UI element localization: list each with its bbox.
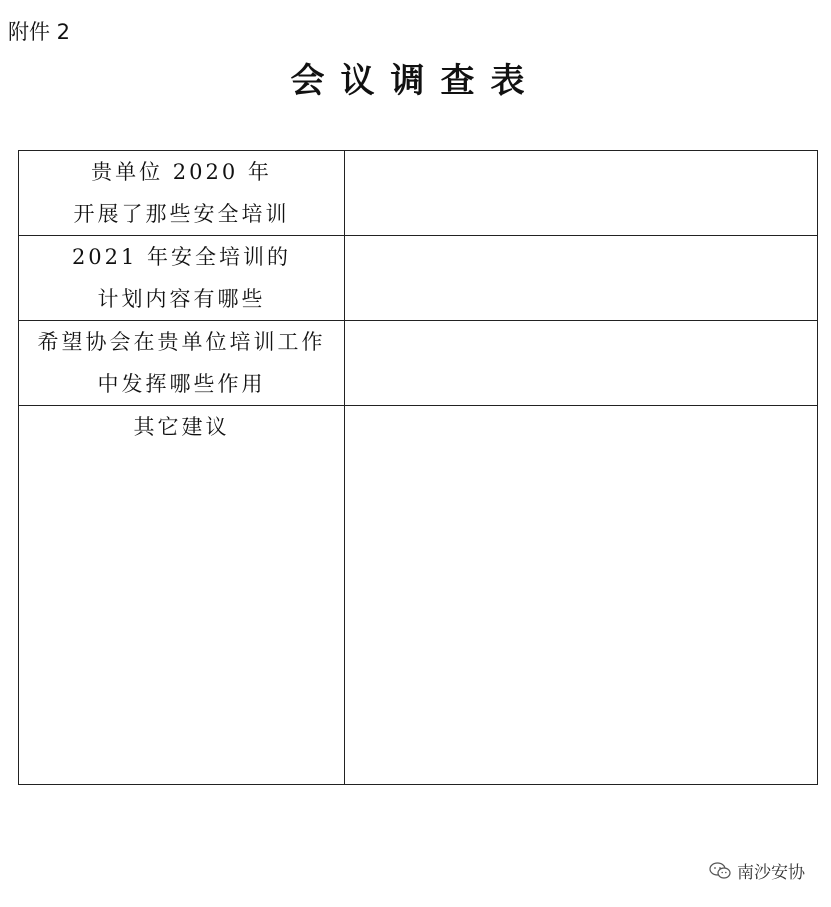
table-row (19, 406, 818, 785)
question-line: 希望协会在贵单位培训工作 (37, 330, 326, 354)
page-title: 会议调查表 (290, 61, 541, 101)
table-row (19, 236, 818, 321)
question-line: 计划内容有哪些 (97, 287, 266, 311)
answer-cell[interactable] (345, 406, 818, 785)
question-line: 2021 年安全培训的 (71, 245, 292, 269)
question-line: 开展了那些安全培训 (73, 202, 290, 226)
watermark (709, 858, 805, 883)
question-cell (19, 406, 345, 785)
answer-cell[interactable] (345, 236, 818, 321)
question-cell (19, 321, 345, 406)
question-line: 贵单位 2020 年 (91, 160, 272, 184)
answer-cell[interactable] (345, 321, 818, 406)
survey-table (18, 150, 818, 785)
question-line: 中发挥哪些作用 (97, 372, 266, 396)
question-cell (19, 236, 345, 321)
table-row (19, 151, 818, 236)
attachment-label: 附件 2 (8, 20, 71, 44)
wechat-icon (709, 862, 731, 880)
question-line: 其它建议 (133, 415, 230, 439)
watermark-text: 南沙安协 (737, 863, 805, 883)
question-cell (19, 151, 345, 236)
answer-cell[interactable] (345, 151, 818, 236)
table-row (19, 321, 818, 406)
